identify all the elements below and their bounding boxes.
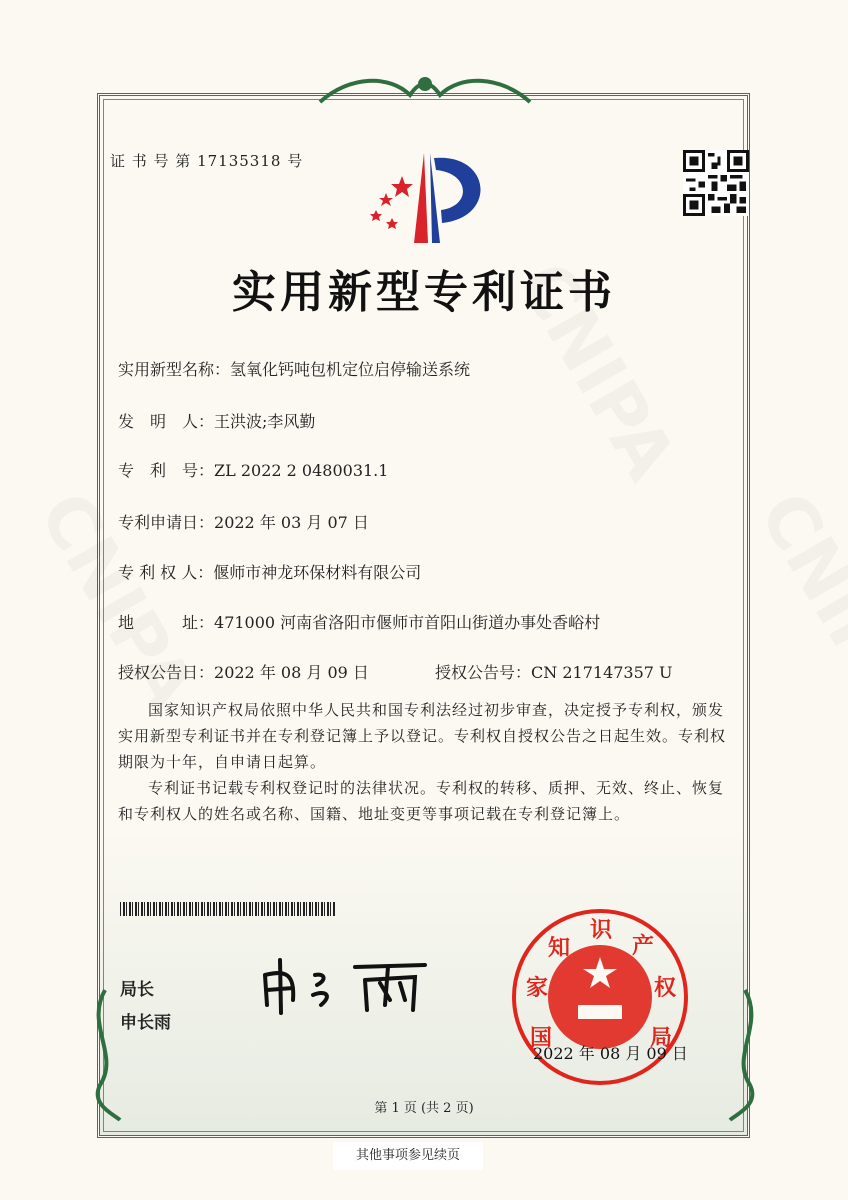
svg-text:知: 知 [548,936,571,961]
field-utility-model-name [118,357,470,380]
footer-note: 其他事项参见续页 [333,1142,483,1170]
watermark [743,479,848,724]
svg-text:国: 国 [530,1026,553,1051]
qr-code [683,150,749,216]
field-label: 地 址： [118,613,215,632]
page-indicator: 第 1 页 (共 2 页) [374,1101,474,1116]
field-value: 氢氧化钙吨包机定位启停输送系统 [230,360,471,379]
field-label: 专 利 号： [118,461,215,480]
field-label: 授权公告日： [118,663,215,682]
field-grant-date [118,660,369,683]
field-label: 发 明 人： [118,412,215,431]
field-label: 专 利 权 人： [118,563,214,582]
field-value: 偃师市神龙环保材料有限公司 [213,563,422,582]
seal-date: 2022 年 08 月 09 日 [533,1044,688,1063]
field-value: 2022 年 03 月 07 日 [214,513,369,532]
barcode [120,902,336,916]
field-patentee [118,560,421,583]
field-label: 授权公告号： [435,663,532,682]
field-value: 王洪波;李风勤 [214,412,316,431]
certificate-title: 实用新型专利证书 [232,267,616,318]
svg-text:识: 识 [590,918,613,943]
statement-paragraph: 国家知识产权局依照中华人民共和国专利法经过初步审查，决定授予专利权，颁发实用新型专利证书并在专利登记簿上予以登记。专利权自授权公告之日起生效。专利权期限为十年，自申请日起算。 [118,701,727,771]
field-application-date [118,510,369,533]
svg-text:局: 局 [650,1026,673,1051]
field-address [118,610,600,633]
handwritten-signature [255,955,435,1015]
signatory-name: 申长雨 [120,1013,171,1033]
field-value: 471000 河南省洛阳市偃师市首阳山街道办事处香峪村 [214,613,601,632]
certificate-number: 证 书 号 第 17135318 号 [110,152,304,170]
field-value: 2022 年 08 月 09 日 [214,663,369,682]
svg-text:产: 产 [632,934,655,959]
svg-text:权: 权 [654,976,677,1001]
cnipa-logo [362,148,492,248]
signatory-title: 局长 [120,980,154,1000]
field-announcement-number [435,660,673,683]
field-patent-number [118,458,388,481]
statement-paragraph: 专利证书记载专利权登记时的法律状况。专利权的转移、质押、无效、终止、恢复和专利权人的姓名或名称、国籍、地址变更等事项记载在专利登记簿上。 [118,779,725,823]
svg-text:家: 家 [526,976,549,1001]
field-label: 专利申请日： [118,513,215,532]
top-ornament [310,70,540,110]
field-inventor [118,409,315,432]
field-value: ZL 2022 2 0480031.1 [214,461,389,480]
field-label: 实用新型名称： [118,360,231,379]
field-value: CN 217147357 U [531,663,673,682]
